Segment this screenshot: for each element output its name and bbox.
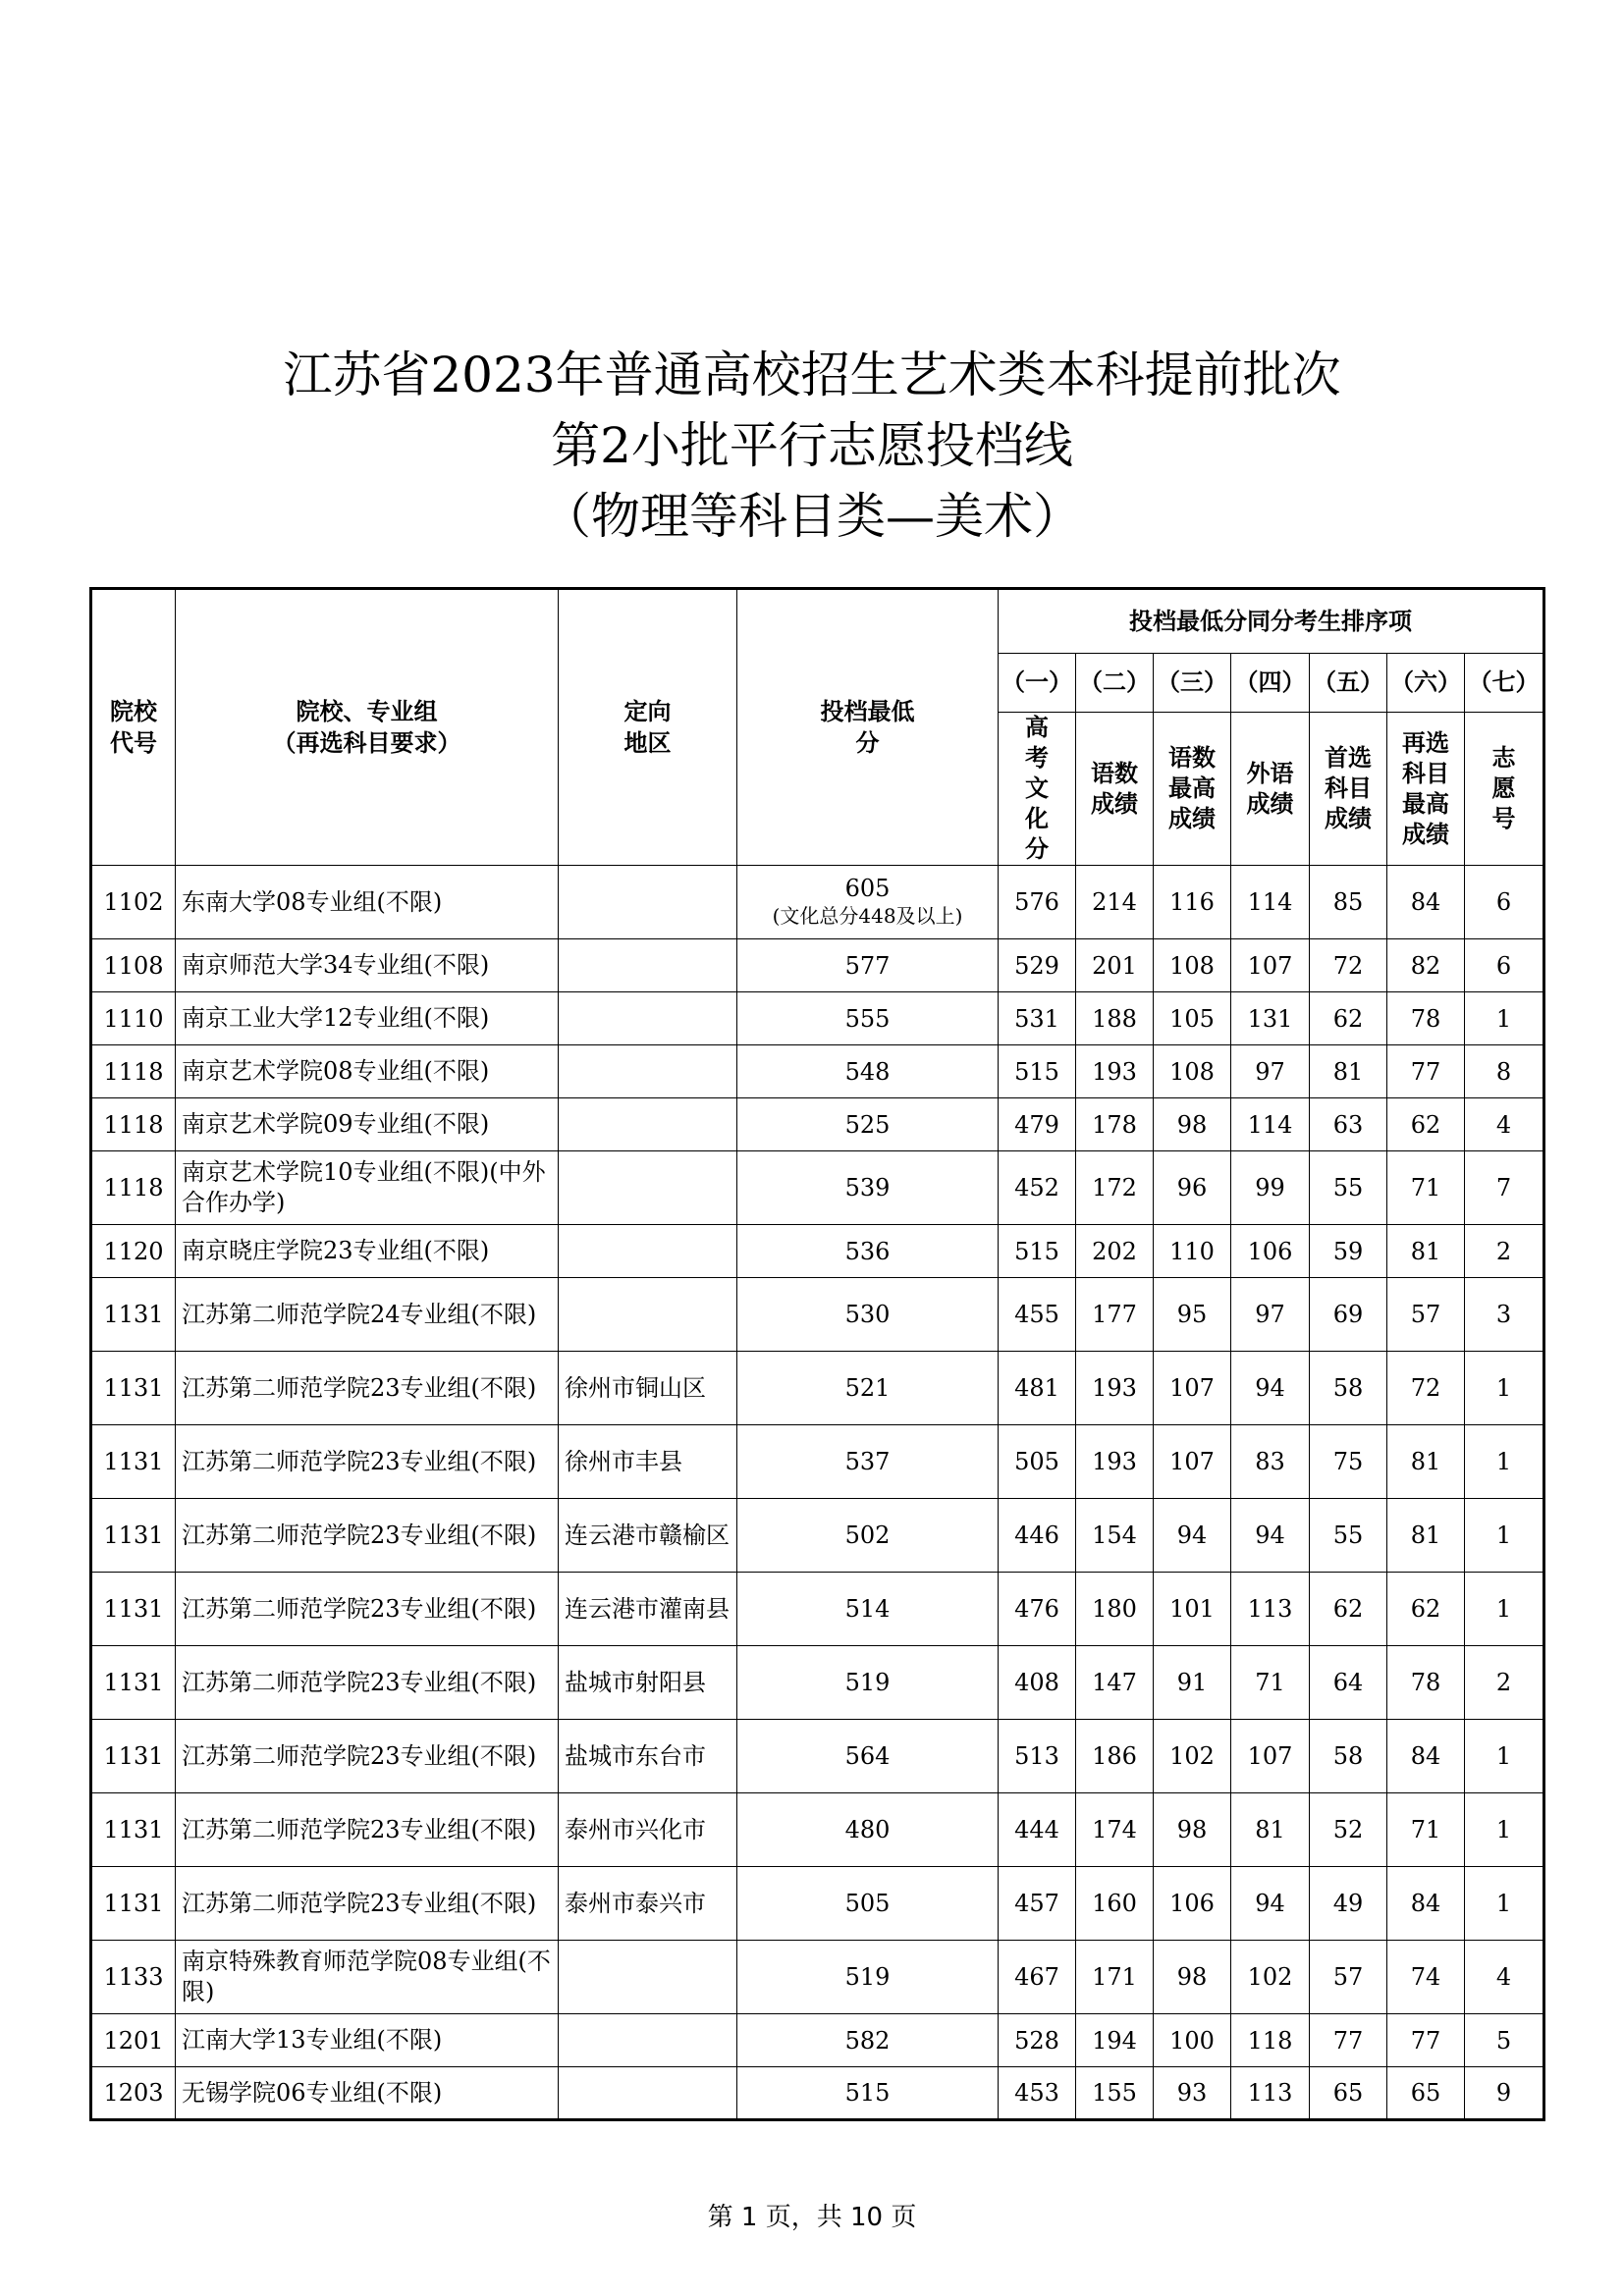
cell-sort-4: 71 (1231, 1646, 1310, 1720)
cell-min-score: 505 (737, 1867, 999, 1941)
cell-sort-5: 77 (1310, 2014, 1387, 2067)
table-row (91, 1646, 1544, 1720)
cell-min-score: 582 (737, 2014, 999, 2067)
cell-sort-1: 444 (999, 1793, 1076, 1867)
cell-sort-3: 96 (1154, 1151, 1231, 1225)
cell-sort-6: 71 (1387, 1793, 1465, 1867)
cell-sort-7: 3 (1465, 1278, 1544, 1352)
cell-sort-7: 1 (1465, 1352, 1544, 1425)
table-row (91, 2014, 1544, 2067)
cell-sort-5: 58 (1310, 1352, 1387, 1425)
cell-sort-5: 75 (1310, 1425, 1387, 1499)
cell-code: 1131 (91, 1499, 176, 1573)
header-item-4: 外语成绩 (1231, 713, 1310, 866)
cell-sort-4: 131 (1231, 992, 1310, 1045)
cell-group-name: 江苏第二师范学院23专业组(不限) (176, 1793, 559, 1867)
cell-group-name: 东南大学08专业组(不限) (176, 866, 559, 939)
cell-sort-2: 155 (1076, 2067, 1154, 2120)
cell-sort-6: 81 (1387, 1225, 1465, 1278)
cell-group-name: 无锡学院06专业组(不限) (176, 2067, 559, 2120)
cell-sort-5: 57 (1310, 1941, 1387, 2014)
cell-sort-3: 94 (1154, 1499, 1231, 1573)
cell-code: 1102 (91, 866, 176, 939)
cell-sort-6: 77 (1387, 1045, 1465, 1098)
cell-sort-4: 118 (1231, 2014, 1310, 2067)
table-row (91, 1151, 1544, 1225)
cell-region (559, 1278, 737, 1352)
score-table (89, 587, 1545, 2121)
cell-sort-2: 202 (1076, 1225, 1154, 1278)
cell-code: 1201 (91, 2014, 176, 2067)
cell-sort-6: 81 (1387, 1499, 1465, 1573)
cell-sort-3: 98 (1154, 1098, 1231, 1151)
cell-code: 1108 (91, 939, 176, 992)
cell-sort-4: 81 (1231, 1793, 1310, 1867)
cell-sort-2: 174 (1076, 1793, 1154, 1867)
cell-sort-2: 201 (1076, 939, 1154, 992)
cell-sort-5: 55 (1310, 1151, 1387, 1225)
cell-sort-5: 62 (1310, 1573, 1387, 1646)
table-row (91, 1867, 1544, 1941)
cell-sort-2: 193 (1076, 1045, 1154, 1098)
cell-sort-4: 102 (1231, 1941, 1310, 2014)
cell-sort-3: 93 (1154, 2067, 1231, 2120)
cell-sort-7: 1 (1465, 1867, 1544, 1941)
cell-group-name: 南京艺术学院10专业组(不限)(中外合作办学) (176, 1151, 559, 1225)
header-item-5: 首选科目成绩 (1310, 713, 1387, 866)
table-row (91, 1573, 1544, 1646)
header-order-4: （四） (1231, 654, 1310, 713)
cell-region (559, 2014, 737, 2067)
cell-min-score: 564 (737, 1720, 999, 1793)
cell-sort-4: 97 (1231, 1278, 1310, 1352)
cell-sort-2: 178 (1076, 1098, 1154, 1151)
cell-min-score: 605 (文化总分448及以上) (737, 866, 999, 939)
cell-sort-2: 193 (1076, 1425, 1154, 1499)
cell-region (559, 939, 737, 992)
cell-sort-4: 114 (1231, 866, 1310, 939)
cell-group-name: 江苏第二师范学院23专业组(不限) (176, 1425, 559, 1499)
cell-sort-1: 515 (999, 1045, 1076, 1098)
cell-sort-5: 72 (1310, 939, 1387, 992)
cell-min-score: 536 (737, 1225, 999, 1278)
cell-sort-6: 57 (1387, 1278, 1465, 1352)
cell-group-name: 南京工业大学12专业组(不限) (176, 992, 559, 1045)
cell-sort-5: 63 (1310, 1098, 1387, 1151)
cell-sort-1: 467 (999, 1941, 1076, 2014)
cell-min-score: 577 (737, 939, 999, 992)
cell-sort-4: 99 (1231, 1151, 1310, 1225)
cell-sort-1: 529 (999, 939, 1076, 992)
table-row (91, 1425, 1544, 1499)
cell-region: 徐州市丰县 (559, 1425, 737, 1499)
cell-sort-6: 81 (1387, 1425, 1465, 1499)
cell-group-name: 南京晓庄学院23专业组(不限) (176, 1225, 559, 1278)
cell-sort-7: 1 (1465, 1720, 1544, 1793)
cell-sort-1: 513 (999, 1720, 1076, 1793)
table-row (91, 1098, 1544, 1151)
cell-sort-1: 476 (999, 1573, 1076, 1646)
cell-sort-6: 62 (1387, 1573, 1465, 1646)
table-row (91, 1278, 1544, 1352)
table-row (91, 939, 1544, 992)
header-order-1: （一） (999, 654, 1076, 713)
cell-group-name: 江苏第二师范学院23专业组(不限) (176, 1720, 559, 1793)
cell-sort-5: 59 (1310, 1225, 1387, 1278)
table-row (91, 1045, 1544, 1098)
cell-min-score: 530 (737, 1278, 999, 1352)
cell-sort-7: 2 (1465, 1646, 1544, 1720)
cell-min-score-note: (文化总分448及以上) (772, 904, 963, 928)
cell-sort-6: 84 (1387, 866, 1465, 939)
cell-sort-2: 177 (1076, 1278, 1154, 1352)
table-row (91, 1720, 1544, 1793)
cell-code: 1203 (91, 2067, 176, 2120)
cell-sort-4: 107 (1231, 1720, 1310, 1793)
cell-sort-3: 105 (1154, 992, 1231, 1045)
cell-sort-1: 446 (999, 1499, 1076, 1573)
header-item-3: 语数最高成绩 (1154, 713, 1231, 866)
cell-sort-3: 91 (1154, 1646, 1231, 1720)
cell-min-score: 515 (737, 2067, 999, 2120)
cell-min-score: 519 (737, 1941, 999, 2014)
cell-region: 泰州市泰兴市 (559, 1867, 737, 1941)
cell-sort-1: 515 (999, 1225, 1076, 1278)
cell-sort-7: 4 (1465, 1941, 1544, 2014)
cell-sort-7: 6 (1465, 866, 1544, 939)
cell-sort-3: 110 (1154, 1225, 1231, 1278)
cell-sort-5: 85 (1310, 866, 1387, 939)
cell-group-name: 江苏第二师范学院24专业组(不限) (176, 1278, 559, 1352)
cell-sort-3: 106 (1154, 1867, 1231, 1941)
cell-sort-1: 479 (999, 1098, 1076, 1151)
cell-sort-3: 95 (1154, 1278, 1231, 1352)
cell-sort-4: 114 (1231, 1098, 1310, 1151)
cell-sort-3: 108 (1154, 1045, 1231, 1098)
cell-group-name: 江苏第二师范学院23专业组(不限) (176, 1573, 559, 1646)
cell-code: 1131 (91, 1278, 176, 1352)
cell-sort-4: 107 (1231, 939, 1310, 992)
cell-sort-2: 194 (1076, 2014, 1154, 2067)
cell-code: 1131 (91, 1867, 176, 1941)
header-code: 院校代号 (91, 589, 176, 866)
cell-sort-6: 74 (1387, 1941, 1465, 2014)
cell-sort-3: 116 (1154, 866, 1231, 939)
cell-code: 1110 (91, 992, 176, 1045)
cell-region (559, 1098, 737, 1151)
page-title-line-1: 江苏省2023年普通高校招生艺术类本科提前批次 (283, 347, 1341, 403)
cell-min-score: 537 (737, 1425, 999, 1499)
cell-sort-7: 6 (1465, 939, 1544, 992)
cell-sort-3: 98 (1154, 1793, 1231, 1867)
cell-min-score: 519 (737, 1646, 999, 1720)
header-order-2: （二） (1076, 654, 1154, 713)
cell-code: 1133 (91, 1941, 176, 2014)
table-row (91, 866, 1544, 939)
cell-region (559, 1045, 737, 1098)
cell-sort-4: 113 (1231, 1573, 1310, 1646)
cell-region (559, 1225, 737, 1278)
header-sort-title: 投档最低分同分考生排序项 (999, 589, 1544, 654)
cell-sort-2: 214 (1076, 866, 1154, 939)
cell-sort-4: 94 (1231, 1499, 1310, 1573)
cell-region (559, 2067, 737, 2120)
header-group: 院校、专业组 （再选科目要求） (176, 589, 559, 866)
cell-sort-1: 505 (999, 1425, 1076, 1499)
cell-sort-3: 107 (1154, 1425, 1231, 1499)
cell-sort-4: 106 (1231, 1225, 1310, 1278)
cell-sort-4: 97 (1231, 1045, 1310, 1098)
cell-code: 1131 (91, 1720, 176, 1793)
cell-sort-5: 64 (1310, 1646, 1387, 1720)
cell-sort-4: 83 (1231, 1425, 1310, 1499)
cell-region (559, 1941, 737, 2014)
cell-sort-7: 1 (1465, 1793, 1544, 1867)
table-row (91, 1499, 1544, 1573)
cell-sort-7: 8 (1465, 1045, 1544, 1098)
cell-group-name: 南京师范大学34专业组(不限) (176, 939, 559, 992)
cell-code: 1118 (91, 1045, 176, 1098)
cell-sort-3: 108 (1154, 939, 1231, 992)
table-row (91, 992, 1544, 1045)
cell-group-name: 南京艺术学院08专业组(不限) (176, 1045, 559, 1098)
cell-region: 连云港市赣榆区 (559, 1499, 737, 1573)
table-row (91, 1793, 1544, 1867)
header-order-3: （三） (1154, 654, 1231, 713)
page-title-line-2: 第2小批平行志愿投档线 (551, 417, 1073, 474)
header-item-2: 语数成绩 (1076, 713, 1154, 866)
cell-sort-4: 94 (1231, 1867, 1310, 1941)
cell-sort-2: 186 (1076, 1720, 1154, 1793)
cell-region: 连云港市灌南县 (559, 1573, 737, 1646)
cell-sort-1: 455 (999, 1278, 1076, 1352)
cell-min-score: 502 (737, 1499, 999, 1573)
cell-sort-4: 113 (1231, 2067, 1310, 2120)
cell-sort-6: 78 (1387, 992, 1465, 1045)
cell-sort-3: 101 (1154, 1573, 1231, 1646)
cell-sort-5: 52 (1310, 1793, 1387, 1867)
table-row (91, 1941, 1544, 2014)
cell-sort-1: 528 (999, 2014, 1076, 2067)
cell-code: 1118 (91, 1151, 176, 1225)
cell-sort-1: 408 (999, 1646, 1076, 1720)
cell-code: 1131 (91, 1573, 176, 1646)
cell-sort-7: 2 (1465, 1225, 1544, 1278)
cell-sort-5: 65 (1310, 2067, 1387, 2120)
cell-group-name: 南京艺术学院09专业组(不限) (176, 1098, 559, 1151)
cell-min-score: 525 (737, 1098, 999, 1151)
cell-sort-1: 453 (999, 2067, 1076, 2120)
cell-sort-7: 7 (1465, 1151, 1544, 1225)
cell-sort-5: 58 (1310, 1720, 1387, 1793)
cell-region: 盐城市东台市 (559, 1720, 737, 1793)
table-row (91, 2067, 1544, 2120)
cell-sort-6: 82 (1387, 939, 1465, 992)
cell-group-name: 江苏第二师范学院23专业组(不限) (176, 1646, 559, 1720)
cell-sort-7: 1 (1465, 992, 1544, 1045)
cell-sort-6: 77 (1387, 2014, 1465, 2067)
cell-code: 1131 (91, 1646, 176, 1720)
cell-sort-7: 1 (1465, 1573, 1544, 1646)
table-row (91, 1352, 1544, 1425)
cell-sort-5: 55 (1310, 1499, 1387, 1573)
cell-sort-2: 188 (1076, 992, 1154, 1045)
cell-code: 1118 (91, 1098, 176, 1151)
header-order-5: （五） (1310, 654, 1387, 713)
cell-sort-5: 49 (1310, 1867, 1387, 1941)
header-item-7: 志愿号 (1465, 713, 1544, 866)
cell-sort-2: 154 (1076, 1499, 1154, 1573)
cell-group-name: 江苏第二师范学院23专业组(不限) (176, 1499, 559, 1573)
cell-sort-6: 62 (1387, 1098, 1465, 1151)
cell-sort-6: 72 (1387, 1352, 1465, 1425)
cell-group-name: 江南大学13专业组(不限) (176, 2014, 559, 2067)
cell-sort-1: 457 (999, 1867, 1076, 1941)
cell-sort-2: 172 (1076, 1151, 1154, 1225)
cell-sort-7: 5 (1465, 2014, 1544, 2067)
page-footer: 第 1 页，共 10 页 (707, 2203, 917, 2232)
cell-sort-3: 100 (1154, 2014, 1231, 2067)
header-order-7: （七） (1465, 654, 1544, 713)
cell-min-score: 548 (737, 1045, 999, 1098)
header-item-6: 再选科目最高成绩 (1387, 713, 1465, 866)
cell-sort-2: 160 (1076, 1867, 1154, 1941)
cell-sort-7: 1 (1465, 1425, 1544, 1499)
cell-sort-2: 171 (1076, 1941, 1154, 2014)
cell-sort-3: 102 (1154, 1720, 1231, 1793)
cell-sort-6: 84 (1387, 1867, 1465, 1941)
cell-region (559, 992, 737, 1045)
cell-sort-5: 62 (1310, 992, 1387, 1045)
cell-sort-7: 1 (1465, 1499, 1544, 1573)
cell-sort-6: 84 (1387, 1720, 1465, 1793)
cell-min-score: 521 (737, 1352, 999, 1425)
cell-region (559, 866, 737, 939)
cell-sort-3: 107 (1154, 1352, 1231, 1425)
header-region: 定向地区 (559, 589, 737, 866)
cell-min-score: 514 (737, 1573, 999, 1646)
cell-sort-2: 193 (1076, 1352, 1154, 1425)
cell-sort-6: 78 (1387, 1646, 1465, 1720)
table-row (91, 1225, 1544, 1278)
cell-sort-2: 180 (1076, 1573, 1154, 1646)
cell-sort-1: 481 (999, 1352, 1076, 1425)
cell-sort-4: 94 (1231, 1352, 1310, 1425)
cell-sort-1: 452 (999, 1151, 1076, 1225)
cell-sort-6: 71 (1387, 1151, 1465, 1225)
cell-min-score: 539 (737, 1151, 999, 1225)
cell-region: 泰州市兴化市 (559, 1793, 737, 1867)
cell-region: 徐州市铜山区 (559, 1352, 737, 1425)
cell-code: 1131 (91, 1352, 176, 1425)
cell-group-name: 南京特殊教育师范学院08专业组(不限) (176, 1941, 559, 2014)
page-title-line-3: （物理等科目类—美术） (542, 488, 1082, 545)
cell-min-score: 480 (737, 1793, 999, 1867)
cell-code: 1131 (91, 1793, 176, 1867)
header-item-1: 高考文化分 (999, 713, 1076, 866)
cell-sort-7: 4 (1465, 1098, 1544, 1151)
cell-sort-5: 69 (1310, 1278, 1387, 1352)
cell-sort-3: 98 (1154, 1941, 1231, 2014)
cell-sort-1: 576 (999, 866, 1076, 939)
cell-sort-1: 531 (999, 992, 1076, 1045)
cell-code: 1131 (91, 1425, 176, 1499)
cell-sort-6: 65 (1387, 2067, 1465, 2120)
cell-min-score: 555 (737, 992, 999, 1045)
header-min-score: 投档最低分 (737, 589, 999, 866)
header-order-6: （六） (1387, 654, 1465, 713)
cell-sort-7: 9 (1465, 2067, 1544, 2120)
cell-group-name: 江苏第二师范学院23专业组(不限) (176, 1867, 559, 1941)
cell-region (559, 1151, 737, 1225)
cell-group-name: 江苏第二师范学院23专业组(不限) (176, 1352, 559, 1425)
cell-sort-2: 147 (1076, 1646, 1154, 1720)
cell-region: 盐城市射阳县 (559, 1646, 737, 1720)
cell-sort-5: 81 (1310, 1045, 1387, 1098)
cell-code: 1120 (91, 1225, 176, 1278)
